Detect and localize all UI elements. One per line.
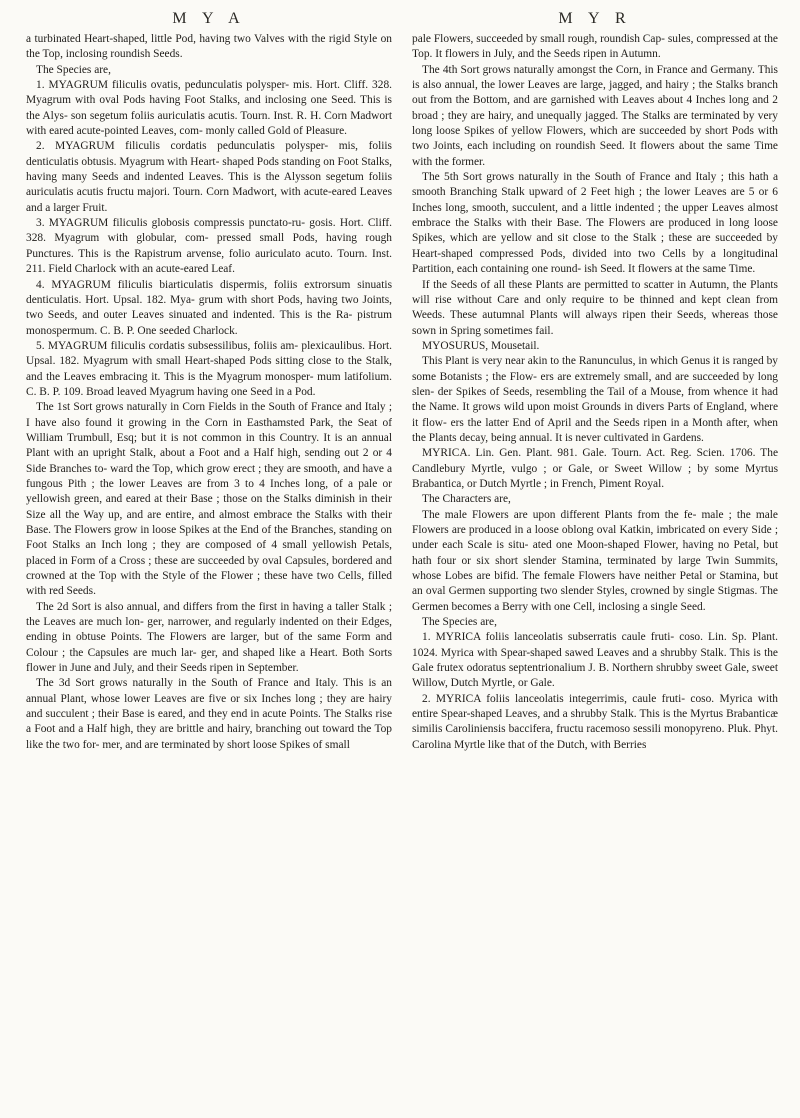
paragraph: This Plant is very near akin to the Ranunculus, in which Genus it is ranged by some Botanists ; the Flow- ers are extremely small, and are succeeded by long slen- der Spikes of Seeds, resembling the Tail of a Mouse, from whence it had the Name. It grows wild upon moist Grounds in divers Parts of England, where it flow- ers the latter End of April and the Seeds ripen in a Month after, when the Plants decay, being annual. It is never cultivated in Gardens. xyxy=(412,355,778,444)
paragraph: The 2d Sort is also annual, and differs from the first in having a taller Stalk ; the Leaves are much lon- ger, narrower, and regularly indented on their Edges, ending in obtuse Points. The Flowers are larger, but of the same Form and Colour ; the Capsules are much lar- ger, and shaped like a Heart. Both Sorts flower in June and July, and their Seeds ripen in September. xyxy=(26,600,392,675)
paragraph: a turbinated Heart-shaped, little Pod, having two Valves with the rigid Style on the Top, inclosing roundish Seeds. xyxy=(26,33,392,61)
paragraph: The male Flowers are upon different Plants from the fe- male ; the male Flowers are produced in a loose oblong oval Katkin, imbricated on every Side ; under each Scale is situ- ated one Moon-shaped Flower, having no Petal, but hath four or six short slender Stamina, terminated by large Twin Summits, whose Lobes are bifid. The female Flowers have neither Petal or Stamina, but an oval Germen supporting two slender Styles, crowned by single Stigmas. The Germen becomes a Berry with one Cell, inclosing a single Seed. xyxy=(412,508,778,613)
paragraph: 1. MYRICA foliis lanceolatis subserratis caule fruti- coso. Lin. Sp. Plant. 1024. Myrica with Spear-shaped sawed Leaves and a shrubby Stalk. This is the Gale frutex odoratus septentrionalium J. B. Northern shrubby sweet Gale, sweet Willow, Dutch Myrtle, or Gale. xyxy=(412,631,778,690)
paragraph: 1. MYAGRUM filiculis ovatis, pedunculatis polysper- mis. Hort. Cliff. 328. Myagrum with oval Pods having Foot Stalks, and inclosing one Seed. This is the Alys- son segetum foliis auriculatis acutis. Tourn. Inst. R. H. Corn Madwort with eared acute-pointed Leaves, com- monly called Gold of Pleasure. xyxy=(26,79,392,138)
paragraph: 2. MYRICA foliis lanceolatis integerrimis, caule fruti- coso. Myrica with entire Spear-shaped Leaves, and a shrubby Stalk. This is the Myrtus Brabanticæ similis Caroliniensis baccifera, fructu racemoso sessili monopyreno. Pluk. Phyt. Carolina Myrtle like that of the Dutch, with Berries xyxy=(412,692,778,751)
paragraph: The 3d Sort grows naturally in the South of France and Italy. This is an annual Plant, whose lower Leaves are five or six Inches long ; they are hairy and succulent ; their Base is eared, and they end in acute Points. The Stalks rise a Foot and a Half high, they are brittle and hairy, branching out toward the Top like the two for- mer, and are terminated by short loose Spikes of small xyxy=(26,677,392,751)
paragraph: pale Flowers, succeeded by small rough, roundish Cap- sules, compressed at the Top. It flowers in July, and the Seeds ripen in Autumn. xyxy=(412,33,778,61)
paragraph: The Species are, xyxy=(422,616,497,629)
running-head-right: M Y R xyxy=(558,10,632,27)
paragraph: 5. MYAGRUM filiculis cordatis subsessilibus, foliis am- plexicaulibus. Hort. Upsal. 182. Myagrum with small Heart-shaped Pods sitting close to the Stalk, and the Leaves embracing it. This is the Myagrum monosper- mum latifolium. C. B. P. 109. Broad leaved Myagrum having one Seed in a Pod. xyxy=(26,339,392,398)
paragraph: If the Seeds of all these Plants are permitted to scatter in Autumn, the Plants will rise without Care and only require to be thinned and kept clean from Weeds. These autumnal Plants will always ripen their Seeds, whereas those sown in Spring sometimes fail. xyxy=(412,278,778,337)
paragraph: The 5th Sort grows naturally in the South of France and Italy ; this hath a smooth Branching Stalk upward of 2 Feet high ; the lower Leaves are 5 or 6 Inches long, smooth, succulent, and a little indented ; the upper Leaves almost embrace the Stalks with their Base. The Flowers are produced in long loose Spikes, which are yellow and sit close to the Stalk ; these are succeeded by Heart-shaped compressed Pods, divided into two Cells by a longitudinal Partition, each containing one round- ish Seed. It flowers at the same Time. xyxy=(412,171,778,276)
paragraph: 3. MYAGRUM filiculis globosis compressis punctato-ru- gosis. Hort. Cliff. 328. Myagrum with globular, com- pressed small Pods, having rough Punctures. This is the Rapistrum arvense, folio auriculato acuto. Tourn. Inst. 211. Field Charlock with an acute-eared Leaf. xyxy=(26,217,392,276)
entry-heading: MYOSURUS, Mousetail. xyxy=(422,339,540,352)
paragraph: The 4th Sort grows naturally amongst the Corn, in France and Germany. This is also annual, the lower Leaves are large, jagged, and hairy ; the Stalks branch out from the Bottom, and are garnished with Leaves about 4 Inches long and 2 broad ; they are hairy, and unequally jagged. The Stalks are terminated by very long loose Spikes of yellow Flowers, which are succeeded by short Pods with two Joints, each including on roundish Seed. It flowers about the same Time with the former. xyxy=(412,63,778,168)
paragraph: The Characters are, xyxy=(422,493,511,506)
paragraph: 4. MYAGRUM filiculis biarticulatis dispermis, foliis extrorsum sinuatis denticulatis. Hort. Upsal. 182. Mya- grum with short Pods, having two Joints, two Seeds, and outer Leaves sinuated and indented. This is the Ra- pistrum monospermum. C. B. P. One seeded Charlock. xyxy=(26,278,392,337)
running-head-left: M Y A xyxy=(172,10,246,27)
paragraph: 2. MYAGRUM filiculis cordatis pedunculatis polysper- mis, foliis denticulatis obtusis. Myagrum with Heart- shaped Pods standing on Foot Stalks, having many Seeds and indented Leaves. This is the Alysson segetum foliis auriculatis acutis fructu majori. Tourn. Corn Madwort, with acute-eared Leaves and a larger Fruit. xyxy=(26,140,392,214)
paragraph: The Species are, xyxy=(36,63,111,76)
right-text-column xyxy=(412,32,778,1112)
left-text-column xyxy=(26,32,392,1112)
paragraph: The 1st Sort grows naturally in Corn Fields in the South of France and Italy ; I have also found it growing in the Corn in Easthamsted Park, the Seat of William Trumbull, Esq; but it is not common in this Country. It is an annual Plant with an upright Stalk, about a Foot and a Half high, sending out 2 or 4 Side Branches to- ward the Top, which grow erect ; they are smooth, and have a fungous Pith ; the lower Leaves are from 3 to 4 Inches long, of a pale or yellowish green, and eared at their Base ; those on the Stalks diminish in their Size all the Way up, and are entire, and almost embrace the Stalks with their Base. The Flowers grow in loose Spikes at the End of the Branches, standing on Foot Stalks an Inch long ; they are composed of 4 small yellowish Petals, placed in Form of a Cross ; these are succeeded by oval Capsules, bordered and crowned at the Top with the Style of the Flower ; these have two Cells, filled with red Seeds. xyxy=(26,401,392,598)
entry-heading: MYRICA. Lin. Gen. Plant. 981. Gale. Tourn. Act. Reg. Scien. 1706. The Candlebury Myrtle, vulgo ; or Gale, or Sweet Willow ; by some Myrtus Brabantica, or Dutch Myrtle ; in French, Piment Royal. xyxy=(412,447,778,490)
